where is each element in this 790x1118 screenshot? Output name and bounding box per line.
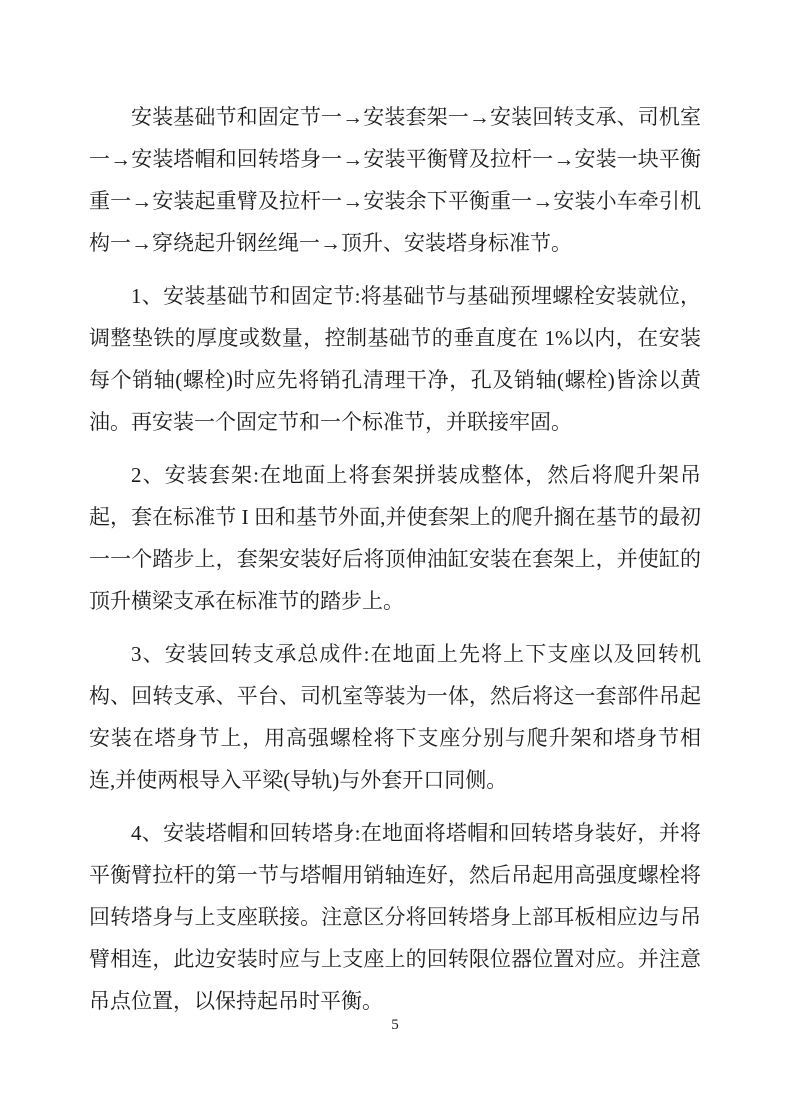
paragraph-step-3: 3、安装回转支承总成件:在地面上先将上下支座以及回转机构、回转支承、平台、司机室等装为一体，然后将这一套部件吊起安装在塔身节上，用高强螺栓将下支座分别与爬升架和塔身节相连,并使两根导入平梁(导轨)与外套开口同侧。	[89, 642, 701, 792]
paragraph-step-2: 2、安装套架:在地面上将套架拼装成整体，然后将爬升架吊起，套在标准节 I 田和基节外面,并使套架上的爬升搁在基节的最初一一个踏步上，套架安装好后将顶伸油缸安装在套架上，并使缸的顶升横梁支承在标准节的踏步上。	[89, 463, 701, 613]
page-number: 5	[391, 1017, 399, 1033]
document-body	[89, 96, 701, 1033]
paragraph-installation-sequence: 安装基础节和固定节一→安装套架一→安装回转支承、司机室一→安装塔帽和回转塔身一→安装平衡臂及拉杆一→安装一块平衡重一→安装起重臂及拉杆一→安装余下平衡重一→安装小车牵引机构一→穿绕起升钢丝绳一→顶升、安装塔身标准节。	[89, 105, 701, 255]
paragraph-step-1: 1、安装基础节和固定节:将基础节与基础预埋螺栓安装就位，调整垫铁的厚度或数量，控制基础节的垂直度在 1%以内，在安装每个销轴(螺栓)时应先将销孔清理干净，孔及销轴(螺栓)皆涂以黄油。再安装一个固定节和一个标准节，并联接牢固。	[89, 284, 701, 434]
paragraph-step-4: 4、安装塔帽和回转塔身:在地面将塔帽和回转塔身装好，并将平衡臂拉杆的第一节与塔帽用销轴连好，然后吊起用高强度螺栓将回转塔身与上支座联接。注意区分将回转塔身上部耳板相应边与吊臂相连，此边安装时应与上支座上的回转限位器位置对应。并注意吊点位置，以保持起吊时平衡。	[89, 821, 701, 1013]
